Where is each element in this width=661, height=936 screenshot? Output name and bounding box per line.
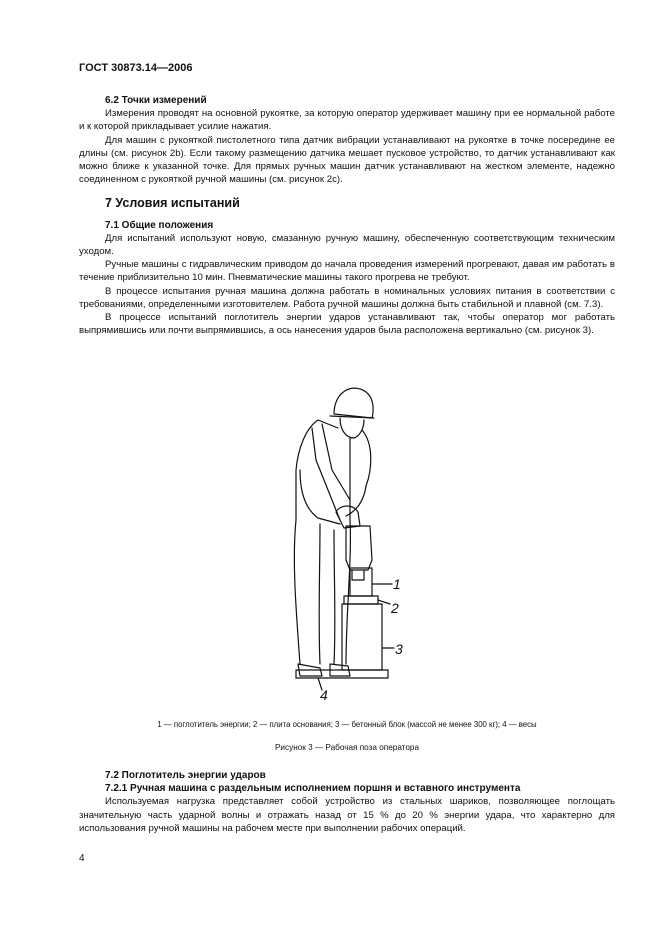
base-plate <box>344 596 378 604</box>
body-part-2 <box>79 769 615 835</box>
figure-legend: 1 — поглотитель энергии; 2 — плита основания; 3 — бетонный блок (массой не менее 300 кг); 4 — весы <box>157 720 537 729</box>
paragraph: Измерения проводят на основной рукоятке, за которую оператор удерживает машину при ее нормальной работе и к которой прикладывает усилие нажатия. <box>79 108 615 133</box>
label-4: 4 <box>320 687 328 703</box>
heading-7: 7 Условия испытаний <box>105 196 240 211</box>
label-3: 3 <box>395 641 403 657</box>
paragraph: Для испытаний используют новую, смазанную ручную машину, обеспеченную соответствующим техническим уходом. <box>79 232 615 258</box>
label-1: 1 <box>393 576 401 592</box>
energy-absorber <box>350 568 372 596</box>
heading-7-1: 7.1 Общие положения <box>105 219 214 231</box>
label-2: 2 <box>391 600 399 616</box>
heading-7-2: 7.2 Поглотитель энергии ударов <box>105 770 266 781</box>
paragraph: В процессе испытаний поглотитель энергии ударов устанавливают так, чтобы оператор мог работать выпрямившись или почти выпрямившись, а ось нанесения ударов была расположена вертикально (см. рисунок 3). <box>79 312 615 337</box>
paragraph: В процессе испытания ручная машина должна работать в номинальных условиях питания в соответствии с требованиями, определенными изготовителем. Работа ручной машины должна быть стабильной и плавной (см. 7.3). <box>79 285 615 310</box>
helmet-shape <box>334 388 373 418</box>
figure-title: Рисунок 3 — Рабочая поза оператора <box>274 743 420 752</box>
paragraph: Используемая нагрузка представляет собой устройство из стальных шариков, позволяющее поглощать значительную часть ударной волны и отражать назад от 15 % до 20 % энергии удара, что характерно для использования ручной машины на рабочем месте при выполнении рабочих операций. <box>79 796 615 834</box>
scales <box>296 670 388 678</box>
heading-6-2: 6.2 Точки измерений <box>105 95 207 106</box>
page-number: 4 <box>79 853 85 864</box>
paragraph: Ручные машины с гидравлическим приводом до начала проведения измерений прогревают, давая им работать в течение приблизительно 10 мин. Пневматические машины такого прогрева не требуют. <box>79 259 615 284</box>
paragraph: Для машин с рукояткой пистолетного типа датчик вибрации устанавливают на рукоятке в точке посередине ее длины (см. рисунок 2b). Если такому размещению датчика мешает пусковое устройство, то датчик устанавливают как можно ближе к указанной точке. Для прямых ручных машин датчик устанавливают на жестком элементе, надежно соединенном с рукояткой ручной машины (см. рисунок 2c). <box>79 134 615 186</box>
heading-7-2-1: 7.2.1 Ручная машина с раздельным исполнением поршня и вставного инструмента <box>105 783 521 795</box>
running-header: ГОСТ 30873.14—2006 <box>79 62 193 74</box>
